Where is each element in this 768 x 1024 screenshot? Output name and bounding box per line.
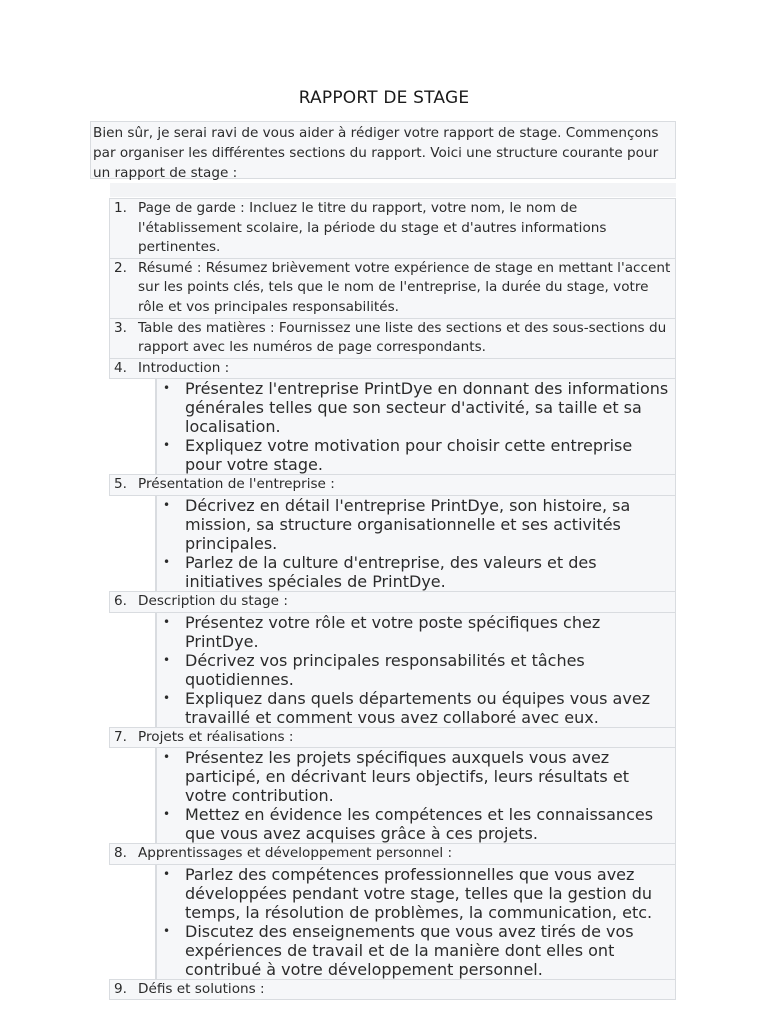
bullet-dot-icon: • — [163, 614, 171, 629]
item-text: Table des matières : Fournissez une liste des sections et des sous-sections du rapport avec les numéros de page correspondants. — [138, 319, 667, 356]
outline-item — [109, 258, 676, 319]
outline-item — [109, 591, 676, 613]
sub-bullet-list — [155, 864, 676, 980]
sub-bullet-list — [155, 612, 676, 728]
item-number: 9. — [114, 980, 127, 997]
bullet-text: Présentez votre rôle et votre poste spécifiques chez PrintDye. — [185, 612, 601, 651]
bullet-item — [157, 865, 675, 922]
bullet-text: Décrivez en détail l'entreprise PrintDye, son histoire, sa mission, sa structure organisationnelle et ses activités principales. — [185, 495, 631, 553]
item-text: Projets et réalisations : — [138, 728, 294, 745]
bullet-item — [157, 651, 675, 689]
bullet-dot-icon: • — [163, 807, 171, 822]
item-text: Apprentissages et développement personnel : — [138, 845, 453, 862]
outline-item — [109, 727, 676, 749]
bullet-dot-icon: • — [163, 381, 171, 396]
bullet-text: Présentez l'entreprise PrintDye en donnant des informations générales telles que son secteur d'activité, sa taille et sa localisation. — [185, 379, 669, 437]
item-text: Page de garde : Incluez le titre du rapport, votre nom, le nom de l'établissement scolaire, la période du stage et d'autres informations pertinentes. — [138, 200, 607, 256]
bullet-text: Présentez les projets spécifiques auxquels vous avez participé, en décrivant leurs objectifs, leurs résultats et votre contribution. — [185, 748, 629, 806]
outline-item — [109, 979, 676, 1001]
sub-bullet-list — [155, 747, 676, 844]
bullet-item — [157, 496, 675, 553]
item-number: 2. — [114, 259, 127, 276]
intro-paragraph: Bien sûr, je serai ravi de vous aider à rédiger votre rapport de stage. Commençons par organiser les différentes sections du rapport. Voici une structure courante pour un rapport de stage : — [90, 121, 676, 179]
item-text: Introduction : — [138, 359, 230, 376]
bullet-item — [157, 805, 675, 843]
bullet-dot-icon: • — [163, 652, 171, 667]
item-number: 8. — [114, 845, 127, 862]
sub-bullet-list — [155, 495, 676, 592]
bullet-item — [157, 689, 675, 727]
bullet-dot-icon: • — [163, 497, 171, 512]
bullet-item — [157, 922, 675, 979]
spacer-strip — [110, 183, 676, 197]
bullet-item — [157, 436, 675, 474]
bullet-item — [157, 553, 675, 591]
bullet-dot-icon: • — [163, 866, 171, 881]
sub-bullet-box — [156, 612, 676, 728]
bullet-dot-icon: • — [163, 750, 171, 765]
bullet-dot-icon: • — [163, 690, 171, 705]
sub-bullet-list — [155, 378, 676, 475]
bullet-text: Discutez des enseignements que vous avez tirés de vos expériences de travail et de la manière dont elles ont contribué à votre développement personnel. — [185, 921, 634, 979]
item-number: 5. — [114, 476, 127, 493]
outline-item — [109, 198, 676, 259]
item-number: 1. — [114, 200, 127, 216]
bullet-text: Décrivez vos principales responsabilités et tâches quotidiennes. — [185, 650, 585, 689]
item-number: 6. — [114, 592, 127, 609]
bullet-text: Parlez de la culture d'entreprise, des valeurs et des initiatives spéciales de PrintDye. — [185, 552, 597, 591]
item-text: Défis et solutions : — [138, 980, 265, 997]
bullet-item — [157, 748, 675, 805]
report-outline-list — [109, 199, 676, 1000]
item-number: 4. — [114, 359, 127, 376]
sub-bullet-box — [156, 495, 676, 592]
bullet-item — [157, 379, 675, 436]
item-text: Résumé : Résumez brièvement votre expérience de stage en mettant l'accent sur les points clés, tels que le nom de l'entreprise, la durée du stage, votre rôle et vos principales responsabilités. — [138, 259, 671, 315]
outline-item — [109, 318, 676, 359]
item-text: Description du stage : — [138, 592, 288, 609]
outline-item — [109, 474, 676, 496]
bullet-item — [157, 613, 675, 651]
item-text: Présentation de l'entreprise : — [138, 476, 335, 493]
bullet-text: Expliquez votre motivation pour choisir cette entreprise pour votre stage. — [185, 436, 633, 475]
bullet-text: Parlez des compétences professionnelles que vous avez développées pendant votre stage, telles que la gestion du temps, la résolution de problèmes, la communication, etc. — [185, 864, 653, 922]
bullet-dot-icon: • — [163, 438, 171, 453]
item-number: 7. — [114, 728, 127, 745]
sub-bullet-box — [156, 378, 676, 475]
bullet-text: Mettez en évidence les compétences et les connaissances que vous avez acquises grâce à ces projets. — [185, 805, 654, 844]
sub-bullet-box — [156, 864, 676, 980]
document-title: RAPPORT DE STAGE — [298, 88, 470, 108]
bullet-text: Expliquez dans quels départements ou équipes vous avez travaillé et comment vous avez collaboré avec eux. — [185, 688, 651, 727]
sub-bullet-box — [156, 747, 676, 844]
outline-item — [109, 843, 676, 865]
item-number: 3. — [114, 319, 127, 336]
outline-item — [109, 358, 676, 380]
bullet-dot-icon: • — [163, 923, 171, 938]
bullet-dot-icon: • — [163, 554, 171, 569]
